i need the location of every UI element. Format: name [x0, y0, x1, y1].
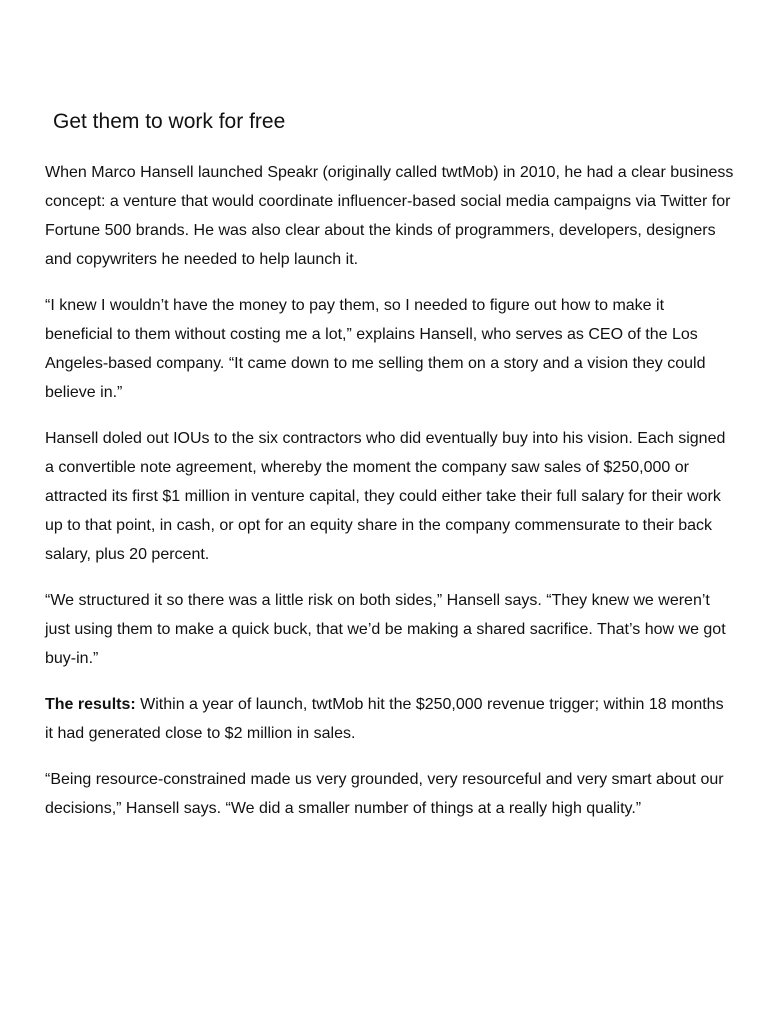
paragraph-quote-risk: “We structured it so there was a little risk on both sides,” Hansell says. “They knew we weren’t just using them to make a quick buck, that we’d be making a shared sacrifice. That’s how we got buy-in.” — [45, 592, 726, 667]
paragraph-results — [45, 690, 735, 748]
paragraph-closing-quote: “Being resource-constrained made us very grounded, very resourceful and very smart about our decisions,” Hansell says. “We did a smaller number of things at a really high quality.” — [45, 771, 724, 817]
paragraph-ious: Hansell doled out IOUs to the six contractors who did eventually buy into his vision. Each signed a convertible note agreement, whereby the moment the company saw sales of $250,000 or attracted its first $1 million in venture capital, they could either take their full salary for their work up to that point, in cash, or opt for an equity share in the company commensurate to their back salary, plus 20 percent. — [45, 430, 726, 563]
results-text: Within a year of launch, twtMob hit the $250,000 revenue trigger; within 18 months it had generated close to $2 million in sales. — [45, 696, 724, 742]
paragraph-quote-money: “I knew I wouldn’t have the money to pay them, so I needed to figure out how to make it beneficial to them without costing me a lot,” explains Hansell, who serves as CEO of the Los Angeles-based company. “It came down to me selling them on a story and a vision they could believe in.” — [45, 297, 706, 401]
results-label: The results: — [45, 696, 136, 713]
article-heading: Get them to work for free — [53, 110, 286, 133]
article-body — [45, 158, 735, 840]
paragraph-launch: When Marco Hansell launched Speakr (originally called twtMob) in 2010, he had a clear business concept: a venture that would coordinate influencer-based social media campaigns via Twitter for Fortune 500 brands. He was also clear about the kinds of programmers, developers, designers and copywriters he needed to help launch it. — [45, 164, 734, 268]
